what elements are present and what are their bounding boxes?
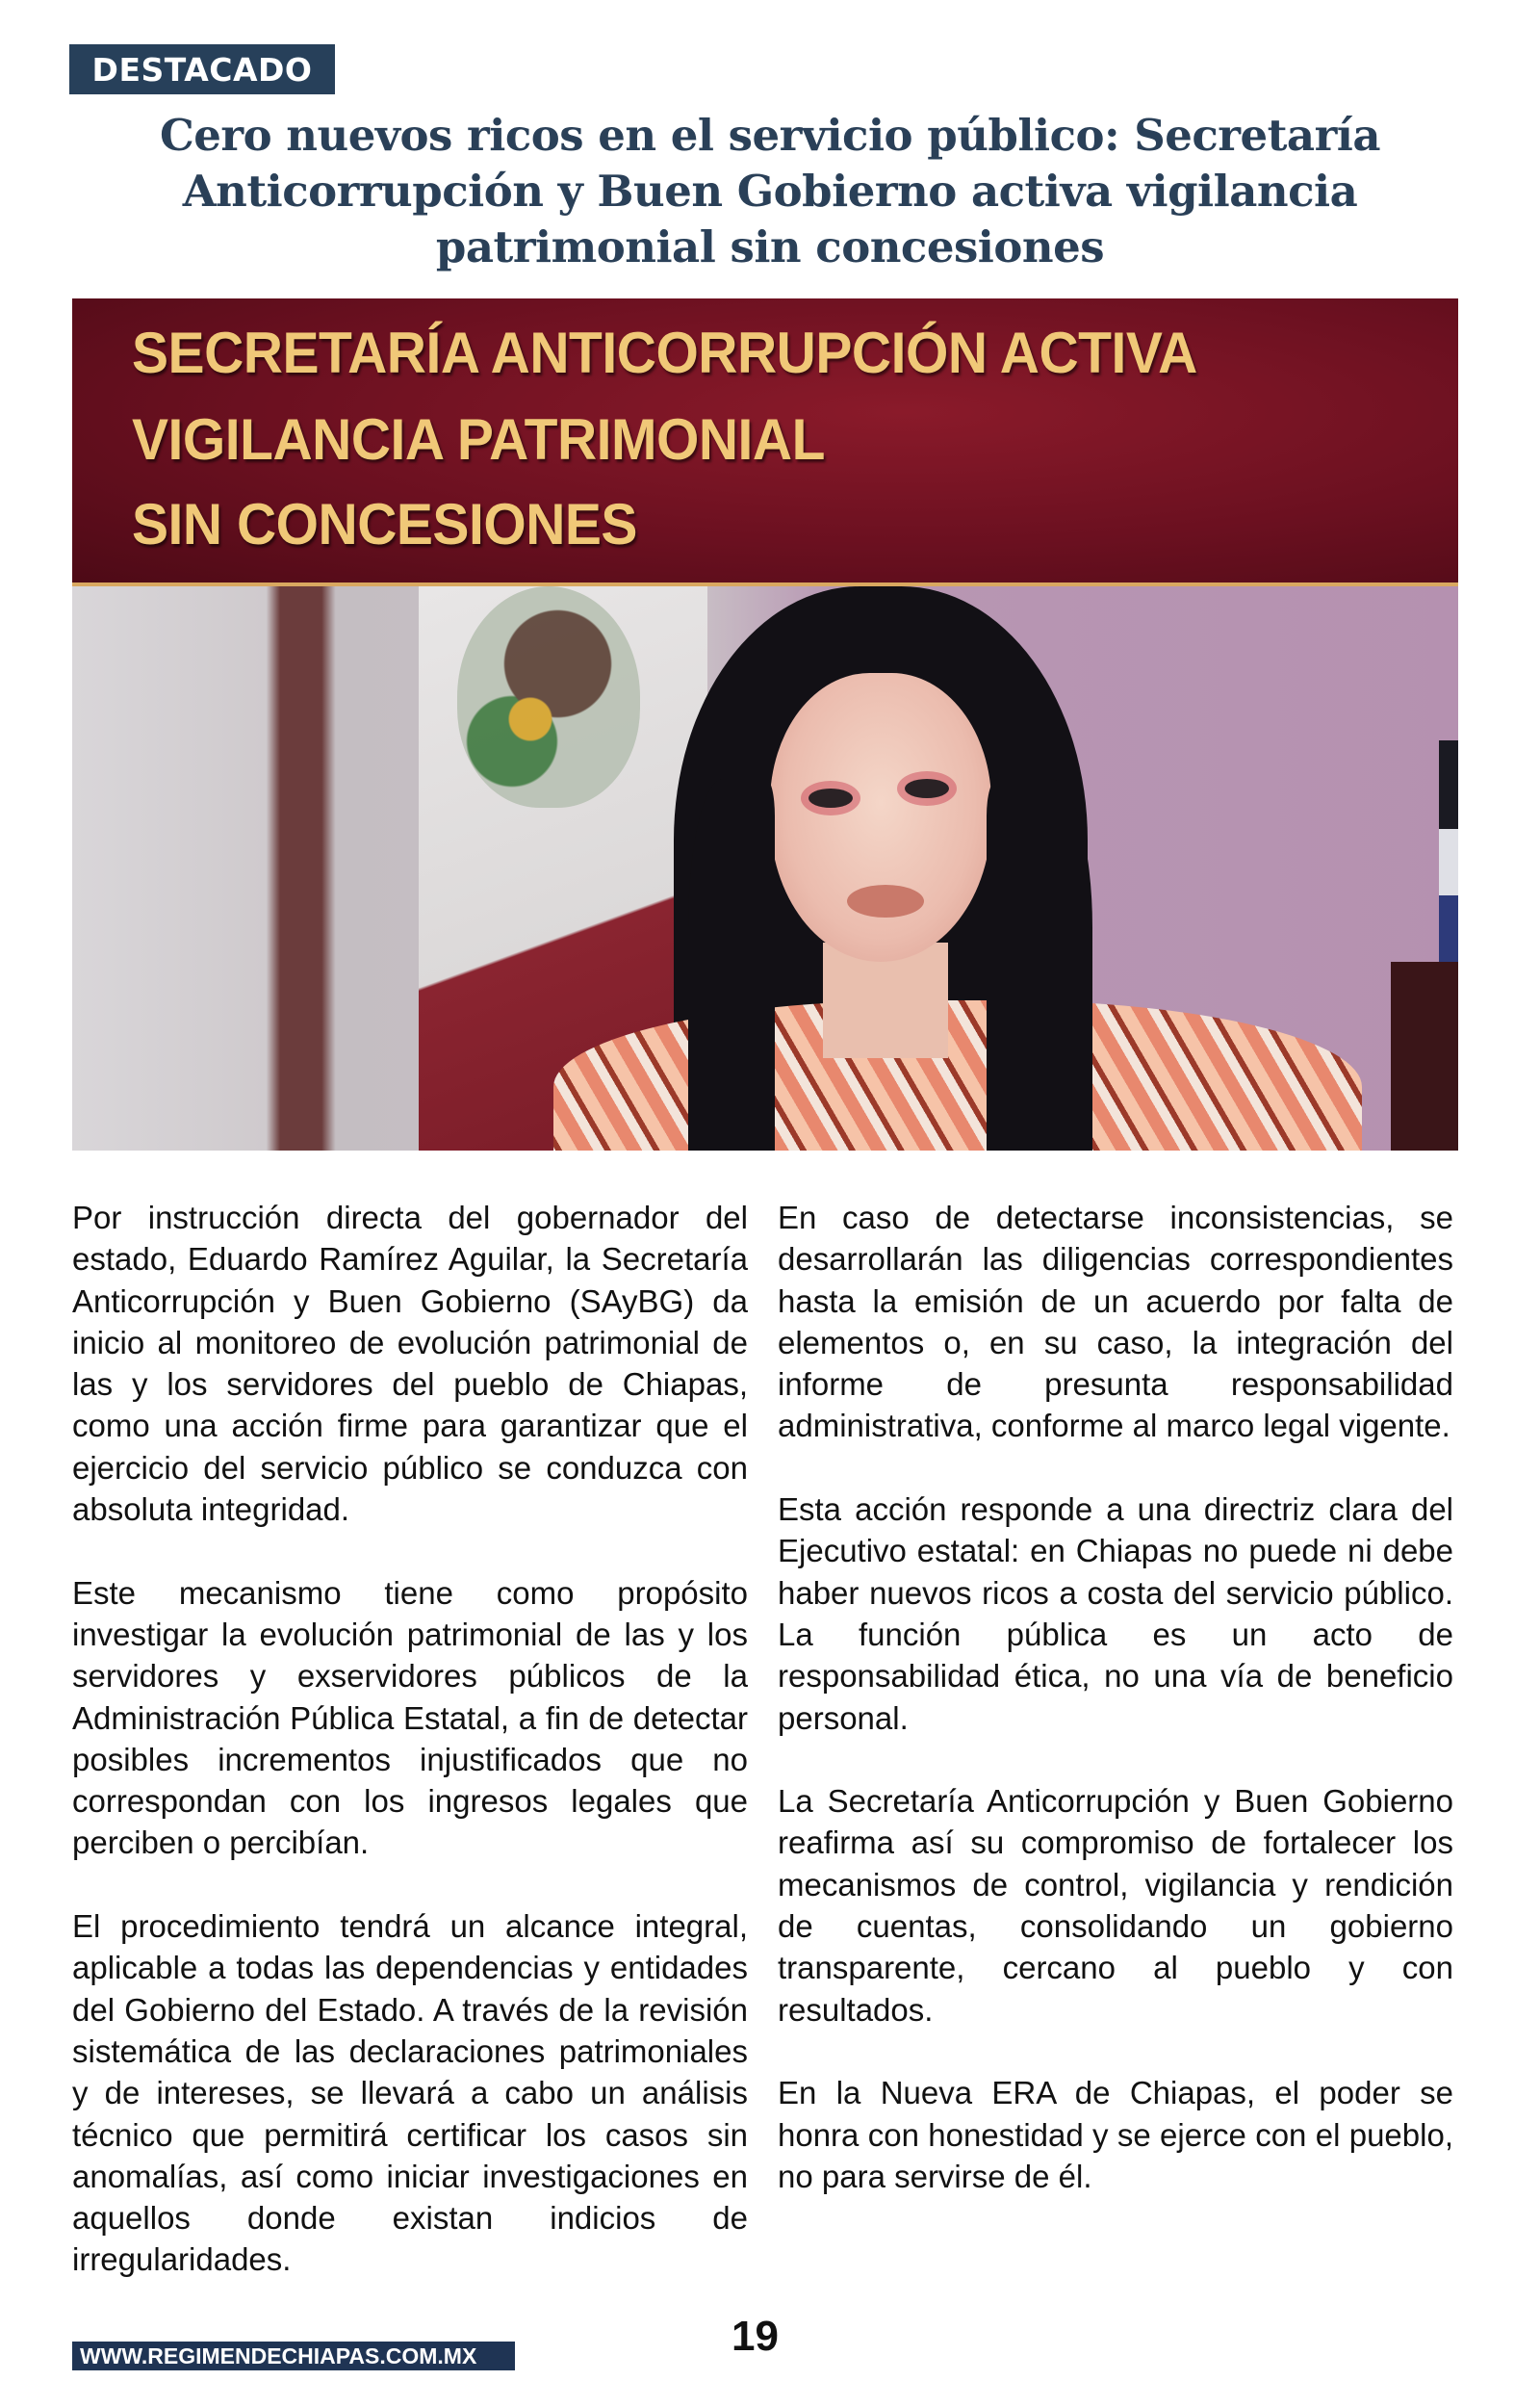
paragraph: Este mecanismo tiene como propósito investigar la evolución patrimonial de las y los servidores y exservidores públicos de la Administración Pública Estatal, a fin de detectar posibles incrementos injustificados que no correspondan con los ingresos legales que perciben o percibían. [72, 1574, 748, 1861]
article-headline: Cero nuevos ricos en el servicio público: Secretaría Anticorrupción y Buen Gobierno activa vigilancia patrimonial sin concesiones [159, 110, 1381, 272]
eye-icon [808, 789, 853, 808]
page-number: 19 [732, 2313, 779, 2360]
paragraph: En caso de detectarse inconsistencias, se desarrollarán las diligencias correspondientes hasta la emisión de un acuerdo por falta de elementos o, en su caso, la integración del informe de presunta responsabilidad administrativa, conforme al marco legal vigente. [778, 1200, 1453, 1444]
hero-banner-line: SECRETARÍA ANTICORRUPCIÓN ACTIVA [132, 321, 1197, 385]
article-column-right [778, 1197, 1453, 2197]
article-column-left [72, 1197, 748, 2281]
section-tag: DESTACADO [69, 44, 335, 94]
person-hair-left [688, 779, 775, 1151]
hero-banner [72, 298, 1458, 586]
lips-icon [847, 885, 924, 918]
hero-image [72, 298, 1458, 1151]
person-face [770, 673, 991, 962]
hero-banner-line: VIGILANCIA PATRIMONIAL [132, 407, 825, 472]
paragraph: El procedimiento tendrá un alcance integral, aplicable a todas las dependencias y entidades del Gobierno del Estado. A través de la revisión sistemática de las declaraciones patrimoniales y de intereses, se llevará a cabo un análisis técnico que permitirá certificar los casos sin anomalías, así como iniciar investigaciones en aquellos donde existan indicios de irregularidades. [72, 1908, 748, 2278]
footer-website-link[interactable]: WWW.REGIMENDECHIAPAS.COM.MX [72, 2342, 515, 2370]
hero-photo [72, 586, 1458, 1151]
paragraph: Por instrucción directa del gobernador del estado, Eduardo Ramírez Aguilar, la Secretaría Anticorrupción y Buen Gobierno (SAyBG) da inicio al monitoreo de evolución patrimonial de las y los servidores del pueblo de Chiapas, como una acción firme para garantizar que el ejercicio del servicio público se conduzca con absoluta integridad. [72, 1200, 748, 1528]
cabinet [1391, 962, 1458, 1151]
bottle [1439, 740, 1458, 962]
eye-icon [905, 779, 949, 798]
person-blouse [553, 1000, 1362, 1151]
paragraph: Esta acción responde a una directriz clara del Ejecutivo estatal: en Chiapas no puede ni debe haber nuevos ricos a costa del servicio público. La función pública es un acto de responsabilidad ética, no una vía de beneficio personal. [778, 1491, 1453, 1736]
person-hair-right [987, 779, 1092, 1151]
paragraph: La Secretaría Anticorrupción y Buen Gobierno reafirma así su compromiso de fortalecer los mecanismos de control, vigilancia y rendición de cuentas, consolidando un gobierno transparente, cercano al pueblo y con resultados. [778, 1783, 1453, 2028]
hero-banner-line: SIN CONCESIONES [132, 492, 637, 556]
flag-emblem-icon [457, 586, 640, 808]
paragraph: En la Nueva ERA de Chiapas, el poder se honra con honestidad y se ejerce con el pueblo, no para servirse de él. [778, 2075, 1453, 2194]
